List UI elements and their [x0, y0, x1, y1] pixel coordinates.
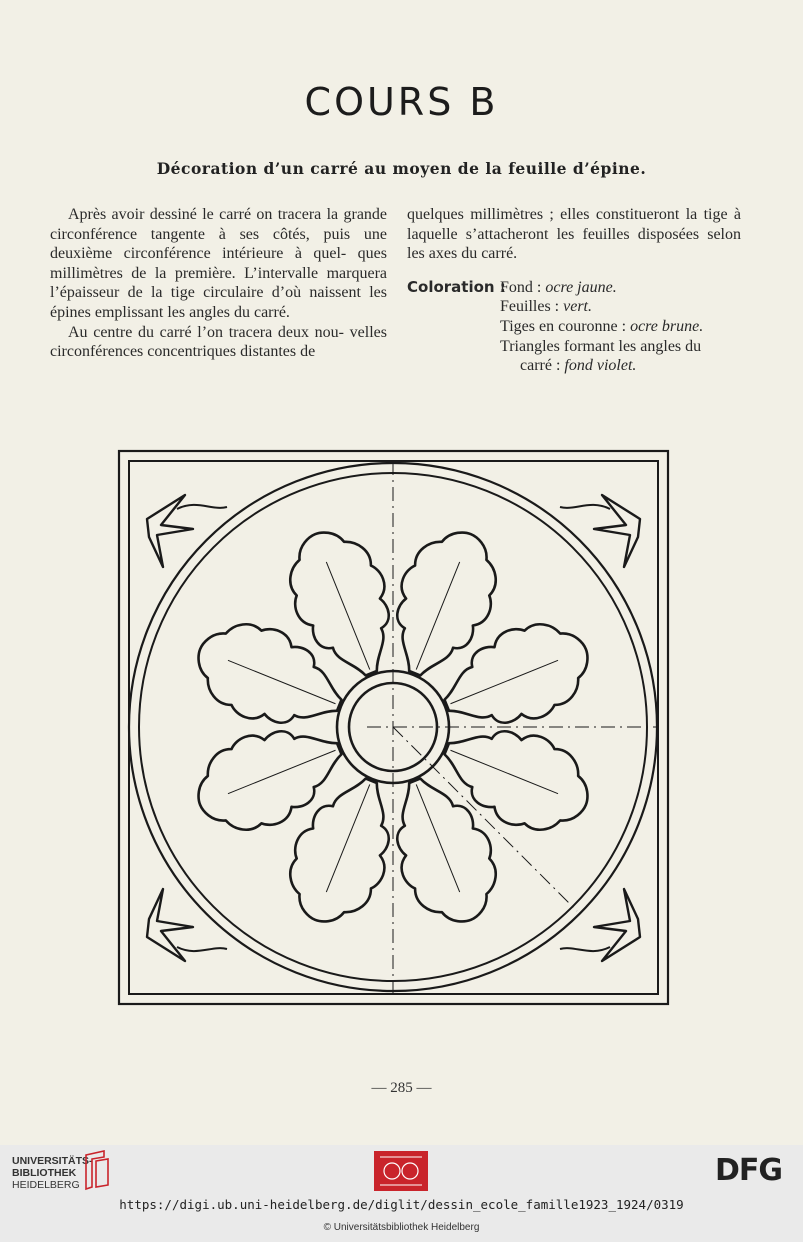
library-logo[interactable]: UNIVERSITÄTS- BIBLIOTHEK HEIDELBERG [12, 1155, 93, 1191]
coloration-fond: Fond : ocre jaune. [500, 278, 617, 296]
thorn-leaf-square-illustration [117, 449, 670, 1006]
page-number: — 285 — [371, 1080, 432, 1096]
library-mark-icon [82, 1149, 112, 1191]
copyright-notice: © Universitätsbibliothek Heidelberg [323, 1222, 480, 1233]
coloration-label: Coloration : [407, 277, 506, 296]
paragraph-3: quelques millimètres ; elles constitueront la tige à laquelle s’attacheront les feuilles disposées selon les axes du carré. [407, 206, 741, 263]
coloration-triangles: Triangles formant les angles du [500, 337, 702, 355]
page-title: COURS B [304, 80, 499, 124]
paragraph-1: Après avoir dessiné le carré on tracera la grande circonférence tangente à ses côtés, puis une deuxième circonférence intérieure à quel- ques millimètres de la première. L’intervalle marquera l’épaisseur de la tige circulaire d’où naissent les épines emplissant les angles du carré. [50, 206, 388, 321]
coloration-triangles-cont: carré : fond violet. [520, 357, 637, 375]
right-column [407, 205, 741, 376]
source-url[interactable]: https://digi.ub.uni-heidelberg.de/diglit/dessin_ecole_famille1923_1924/0319 [119, 1197, 684, 1212]
coloration-feuilles: Feuilles : vert. [500, 298, 592, 316]
viewer-footer [0, 1145, 803, 1242]
coloration-block [407, 278, 741, 376]
dfg-logo[interactable]: DFG [715, 1153, 783, 1188]
seal-icon [374, 1151, 428, 1191]
left-column [50, 205, 387, 362]
paragraph-2: Au centre du carré l’on tracera deux nou- velles circonférences concentriques distantes de [50, 323, 387, 361]
coloration-tiges: Tiges en couronne : ocre brune. [500, 317, 704, 335]
axis-lines [367, 461, 658, 994]
heidelberg-project-logo[interactable] [374, 1151, 428, 1191]
page-subtitle: Décoration d’un carré au moyen de la feuille d’épine. [156, 159, 647, 178]
